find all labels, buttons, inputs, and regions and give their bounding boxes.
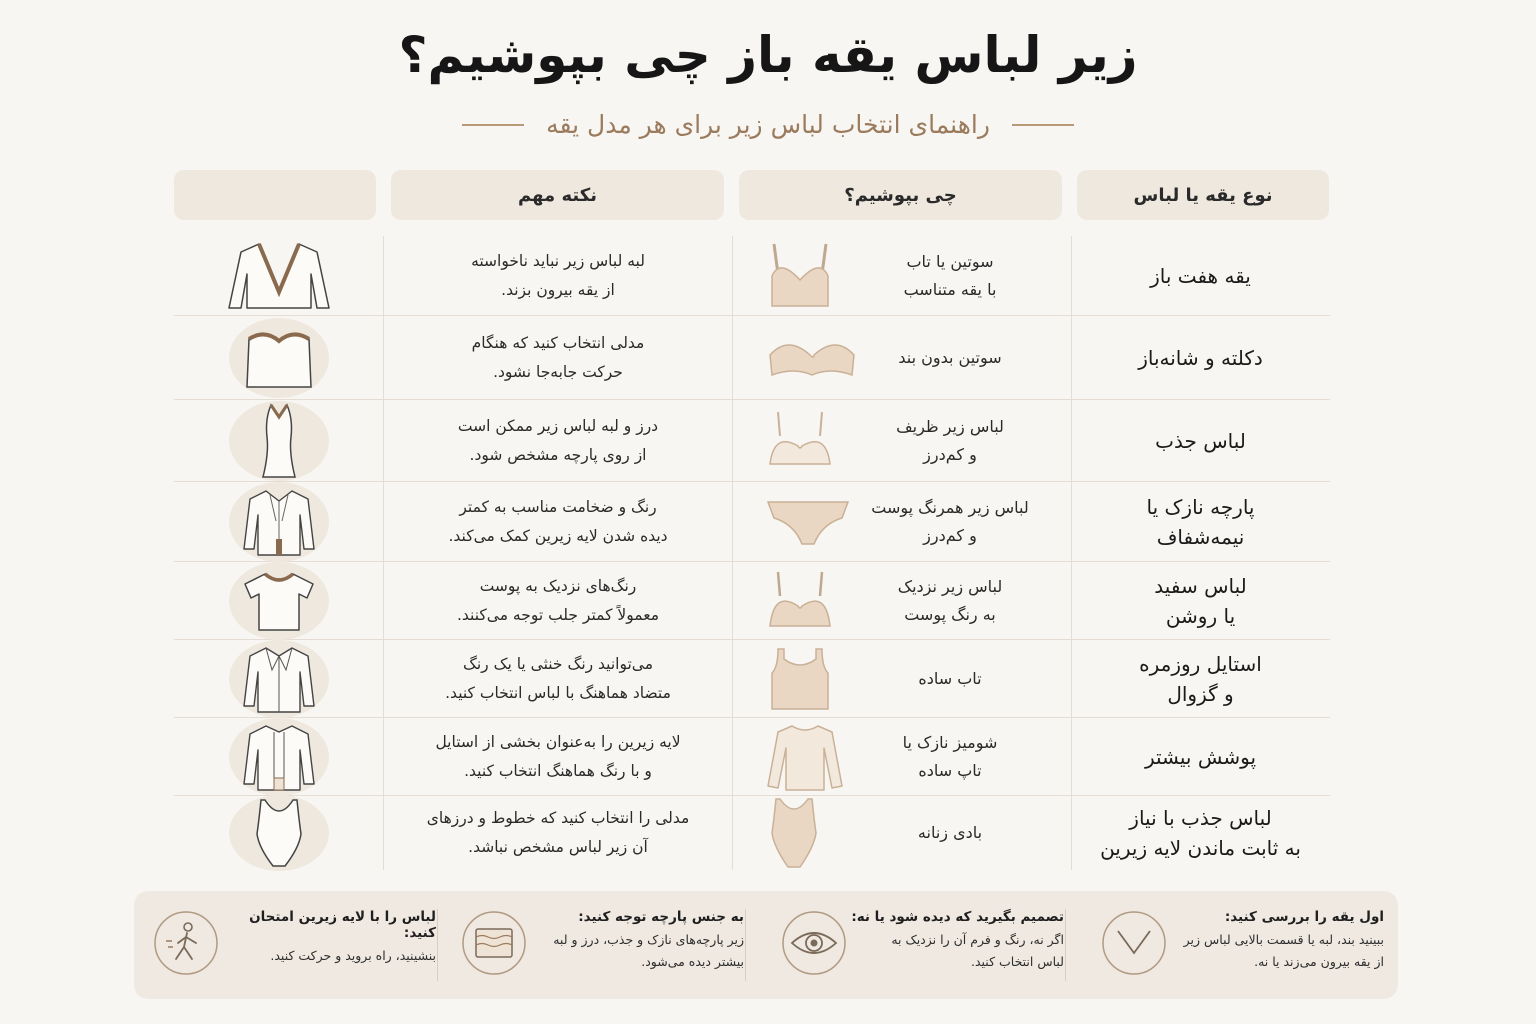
row-note: رنگ‌های نزدیک به پوست معمولاً کمتر جلب توجه می‌کنند. <box>456 576 660 624</box>
tip-text <box>1168 909 1384 973</box>
row-wear <box>732 562 1071 639</box>
row-type: یقه هفت باز <box>1150 263 1251 288</box>
row-wear-label: لباس زیر نزدیک به رنگ پوست <box>897 576 1003 624</box>
row-illustration <box>174 796 384 870</box>
row-note: رنگ و ضخامت مناسب به کمتر دیده شدن لایه زیرین کمک می‌کند. <box>448 497 668 545</box>
white-tshirt-icon <box>241 570 317 632</box>
header-illustration <box>174 170 376 220</box>
panties-icon <box>766 496 850 548</box>
row-note: می‌توانید رنگ خنثی یا یک رنگ متضاد هماهنگ با لباس انتخاب کنید. <box>445 654 671 702</box>
table-row <box>174 316 1330 400</box>
page-title: زیر لباس یقه باز چی بپوشیم؟ <box>398 26 1138 84</box>
table-row <box>174 796 1330 870</box>
fitted-dress-icon <box>249 403 309 479</box>
tip-icon-wrap <box>780 909 848 981</box>
eye-icon <box>780 909 848 977</box>
v-neck-sweater-icon <box>219 238 339 314</box>
tips-panel <box>134 891 1398 999</box>
table-row <box>174 562 1330 640</box>
row-wear <box>732 482 1071 561</box>
tip-card <box>1082 891 1398 999</box>
row-type: لباس جذب با نیاز به ثابت ماندن لایه زیرین <box>1100 806 1301 860</box>
illustration-backdrop <box>229 640 329 718</box>
row-wear-label: تاب ساده <box>918 668 982 688</box>
tip-icon-wrap <box>460 909 528 981</box>
subtitle-row <box>0 110 1536 139</box>
row-illustration <box>174 400 384 481</box>
tip-icon-wrap <box>152 909 220 981</box>
tip-card <box>442 891 758 999</box>
tip-title: تصمیم بگیرید که دیده شود یا نه: <box>851 909 1064 925</box>
row-type: پارچه نازک یا نیمه‌شفاف <box>1146 494 1255 549</box>
sheer-shirt-icon <box>240 487 318 557</box>
long-sleeve-top-icon <box>766 722 844 792</box>
bodysuit-icon <box>766 797 822 869</box>
row-type: دکلته و شانه‌باز <box>1138 345 1263 370</box>
row-note: درز و لبه لباس زیر ممکن است از روی پارچه مشخص شود. <box>457 416 659 464</box>
tip-text <box>220 909 436 967</box>
row-wear-label: بادی زنانه <box>917 823 983 842</box>
tip-text <box>848 909 1064 973</box>
tip-title: اول یقه را بررسی کنید: <box>1224 909 1384 925</box>
row-wear <box>732 718 1071 795</box>
header-type: نوع یقه یا لباس <box>1077 170 1329 220</box>
tip-text <box>528 909 744 973</box>
illustration-backdrop <box>229 795 329 871</box>
illustration-backdrop <box>229 482 329 562</box>
nude-bra-icon <box>766 570 834 632</box>
tip-body: بنشینید، راه بروید و حرکت کنید. <box>270 948 436 963</box>
row-note: مدلی را انتخاب کنید که خطوط و درزهای آن زیر لباس مشخص نباشد. <box>426 809 690 856</box>
subtitle-line-right <box>1012 124 1074 126</box>
casual-shirt-icon <box>240 644 318 714</box>
row-wear <box>732 640 1071 717</box>
row-wear <box>732 796 1071 870</box>
row-type: استایل روزمره و گزوال <box>1139 651 1262 706</box>
tip-title: لباس را با لایه زیرین امتحان کنید: <box>249 909 436 941</box>
row-illustration <box>174 640 384 717</box>
illustration-backdrop <box>229 401 329 481</box>
tip-body: زیر پارچه‌های نازک و جذب، درز و لبه بیشتر دیده می‌شود. <box>553 932 744 969</box>
row-wear-label: شومیز نازک یا تاپ ساده <box>902 732 998 780</box>
header-wear: چی بپوشیم؟ <box>739 170 1062 220</box>
seamless-bra-icon <box>766 410 834 472</box>
row-type: لباس سفید یا روشن <box>1154 573 1247 628</box>
tip-card <box>134 891 450 999</box>
row-wear-label: لباس زیر ظریف و کم‌درز <box>896 416 1004 464</box>
illustration-backdrop <box>229 562 329 640</box>
row-illustration <box>174 236 384 315</box>
header-note: نکته مهم <box>391 170 724 220</box>
row-type: لباس جذب <box>1155 428 1246 453</box>
illustration-backdrop <box>229 318 329 398</box>
row-wear-label: سوتین بدون بند <box>898 347 1002 367</box>
open-shirt-icon <box>240 722 318 792</box>
table-row <box>174 236 1330 316</box>
page-subtitle: راهنمای انتخاب لباس زیر برای هر مدل یقه <box>546 110 990 139</box>
subtitle-line-left <box>462 124 524 126</box>
v-neck-icon <box>1100 909 1168 977</box>
row-type: پوشش بیشتر <box>1144 744 1257 769</box>
row-wear <box>732 236 1071 315</box>
fabric-icon <box>460 909 528 977</box>
tip-card <box>762 891 1078 999</box>
tip-icon-wrap <box>1100 909 1168 981</box>
strapless-top-icon <box>239 327 319 389</box>
table-row <box>174 640 1330 718</box>
row-illustration <box>174 718 384 795</box>
tip-title: به جنس پارچه توجه کنید: <box>578 909 744 925</box>
table-row <box>174 718 1330 796</box>
tip-body: ببینید بند، لبه یا قسمت بالایی لباس زیر از یقه بیرون می‌زند یا نه. <box>1183 932 1384 969</box>
row-illustration <box>174 562 384 639</box>
strapless-bra-icon <box>766 333 858 383</box>
tip-body: اگر نه، رنگ و فرم آن را نزدیک به لباس انتخاب کنید. <box>891 932 1064 969</box>
row-wear-label: لباس زیر همرنگ پوست و کم‌درز <box>871 497 1029 545</box>
table-row <box>174 400 1330 482</box>
tank-top-icon <box>766 647 834 711</box>
walking-person-icon <box>152 909 220 977</box>
row-note: لبه لباس زیر نباید ناخواسته از یقه بیرون بزند. <box>471 251 645 299</box>
illustration-backdrop <box>229 718 329 796</box>
row-note: لایه زیرین را به‌عنوان بخشی از استایل و با رنگ هماهنگ انتخاب کنید. <box>435 732 681 780</box>
table-row <box>174 482 1330 562</box>
row-illustration <box>174 316 384 399</box>
row-note: مدلی انتخاب کنید که هنگام حرکت جابه‌جا نشود. <box>471 333 645 381</box>
bodysuit-outline-icon <box>251 798 307 868</box>
row-wear <box>732 400 1071 481</box>
row-wear-label: سوتین یا تاب با یقه متناسب <box>903 251 997 299</box>
row-illustration <box>174 482 384 561</box>
row-wear <box>732 316 1071 399</box>
bralette-icon <box>766 240 834 312</box>
